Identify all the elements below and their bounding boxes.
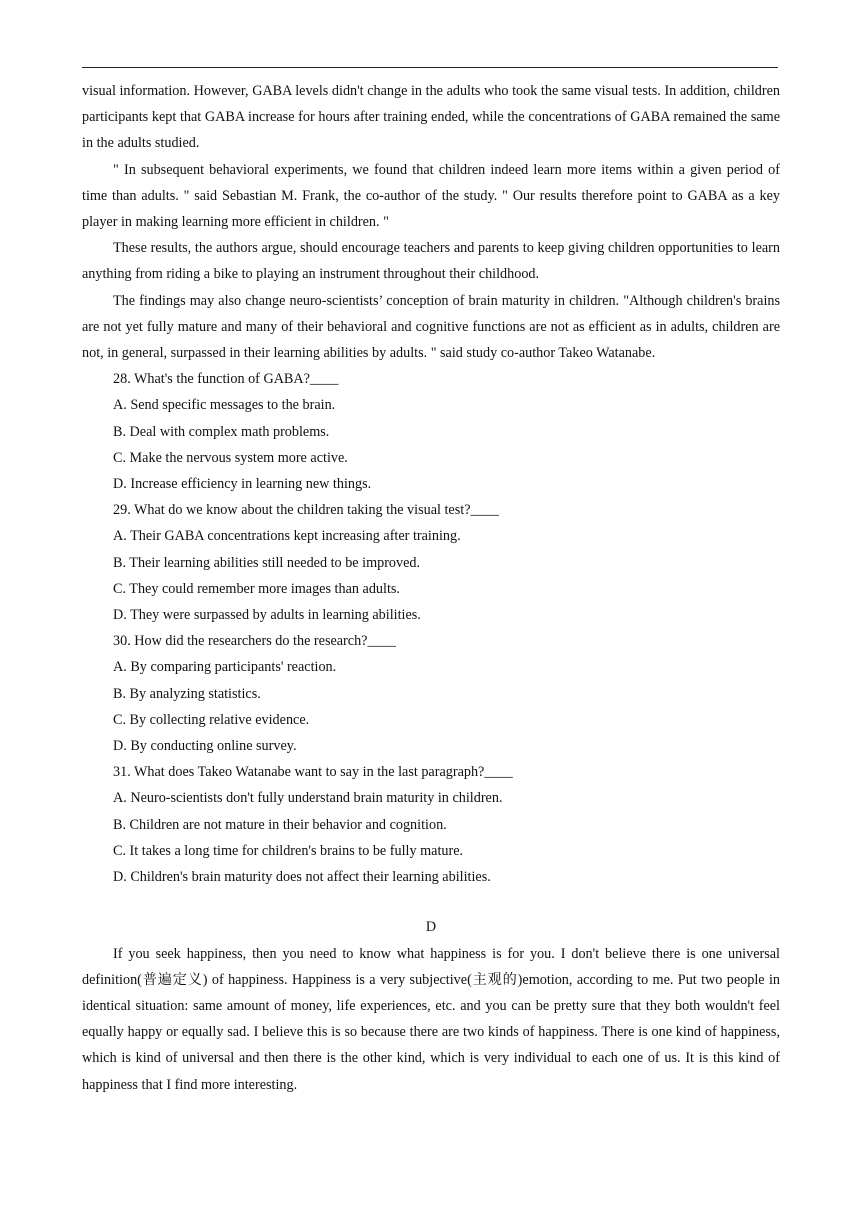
answer-option: C. They could remember more images than adults. xyxy=(113,580,400,597)
answer-option: D. Increase efficiency in learning new things. xyxy=(113,476,372,493)
question-29 xyxy=(82,497,780,628)
answer-option: A. Their GABA concentrations kept increasing after training. xyxy=(113,528,461,545)
passage-d-paragraph-1: If you seek happiness, then you need to know what happiness is for you. I don't believe there is one universal definition(普遍定义) of happiness. Happiness is a very subjective(主观的)emotion, according to me. Put two people in identical situation: same amount of money, life experiences, etc. and you can be pretty sure that they both wouldn't feel equally happy or equally sad. I believe this is so because there are two kinds of happiness. There is one kind of happiness, which is kind of universal and then there is the other kind, which is very individual to each one of us. It is this kind of happiness that I find more interesting. xyxy=(82,945,780,1093)
answer-option: C. Make the nervous system more active. xyxy=(113,449,348,466)
passage-c-paragraph-3: These results, the authors argue, should encourage teachers and parents to keep giving children opportunities to learn anything from riding a bike to playing an instrument throughout their childhood. xyxy=(82,240,780,283)
answer-option: C. By collecting relative evidence. xyxy=(113,711,310,728)
answer-option: D. They were surpassed by adults in learning abilities. xyxy=(113,607,421,624)
question-stem: 29. What do we know about the children taking the visual test?____ xyxy=(113,502,499,519)
answer-option: D. By conducting online survey. xyxy=(113,738,297,755)
header-rule xyxy=(82,67,778,68)
answer-option: A. Send specific messages to the brain. xyxy=(113,397,336,414)
question-28 xyxy=(82,366,780,497)
answer-option: A. By comparing participants' reaction. xyxy=(113,659,337,676)
question-31 xyxy=(82,759,780,890)
section-heading-d: D xyxy=(425,919,437,936)
page-content xyxy=(82,78,780,1098)
answer-option: B. Deal with complex math problems. xyxy=(113,423,330,440)
question-stem: 31. What does Takeo Watanabe want to say in the last paragraph?____ xyxy=(113,764,513,781)
passage-c-paragraph-2: " In subsequent behavioral experiments, we found that children indeed learn more items within a given period of time than adults. " said Sebastian M. Frank, the co-author of the study. " Our results therefore point to GABA as a key player in making learning more efficient in children. " xyxy=(82,161,780,231)
question-30 xyxy=(82,628,780,759)
answer-option: B. By analyzing statistics. xyxy=(113,685,261,702)
answer-option: B. Children are not mature in their behavior and cognition. xyxy=(113,816,447,833)
answer-option: A. Neuro-scientists don't fully understand brain maturity in children. xyxy=(113,790,503,807)
answer-option: C. It takes a long time for children's brains to be fully mature. xyxy=(113,842,464,859)
question-stem: 28. What's the function of GABA?____ xyxy=(113,371,339,388)
question-stem: 30. How did the researchers do the research?____ xyxy=(113,633,396,650)
answer-option: B. Their learning abilities still needed to be improved. xyxy=(113,554,421,571)
passage-c-paragraph-4: The findings may also change neuro-scientists’ conception of brain maturity in children. "Although children's brains are not yet fully mature and many of their behavioral and cognitive functions are not as efficient as in adults, children are not, in general, surpassed in their learning abilities by adults. " said study co-author Takeo Watanabe. xyxy=(82,292,780,362)
answer-option: D. Children's brain maturity does not affect their learning abilities. xyxy=(113,869,491,886)
passage-c-paragraph-1: visual information. However, GABA levels didn't change in the adults who took the same visual tests. In addition, children participants kept that GABA increase for hours after training ended, while the concentrations of GABA remained the same in the adults studied. xyxy=(82,83,780,152)
